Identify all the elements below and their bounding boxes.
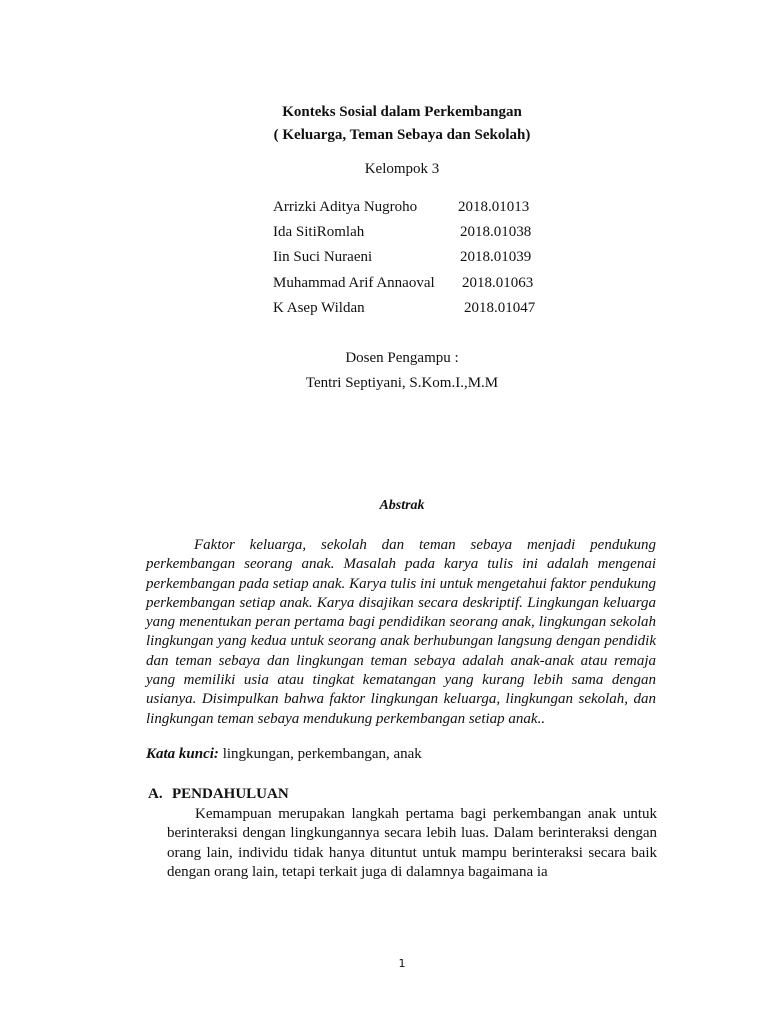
keywords-value: lingkungan, perkembangan, anak [218, 746, 422, 762]
group-name: Kelompok 3 [364, 161, 440, 177]
member-name: Arrizki Aditya Nugroho [273, 199, 418, 215]
member-id: 2018.01047 [464, 300, 536, 316]
section-heading [148, 786, 289, 803]
abstract-text: Faktor keluarga, sekolah dan teman sebaya menjadi pendukung perkembangan seorang anak. Masalah pada karya tulis ini adalah mengenai perkembangan pada setiap anak. Karya tulis ini untuk mengetahui faktor pendukung perkembangan setiap anak. Karya disajikan secara deskriptif. Lingkungan keluarga yang menentukan peran pertama bagi pendidikan seorang anak, lingkungan sekolah lingkungan yang kedua untuk seorang anak berhubungan langsung dengan pendidik dan teman sebaya dan lingkungan teman sebaya adalah anak-anak atau remaja yang memiliki usia atau tingkat kematangan yang kurang lebih sama dengan usianya. Disimpulkan bahwa faktor lingkungan keluarga, lingkungan sekolah, dan lingkungan teman sebaya mendukung perkembangan setiap anak.. [146, 537, 656, 727]
member-row [273, 275, 534, 292]
member-row [273, 224, 532, 241]
section-title: PENDAHULUAN [172, 786, 289, 802]
member-row [273, 300, 536, 317]
keywords-line [146, 746, 422, 763]
keywords-label: Kata kunci: [146, 746, 219, 762]
title-line-2: ( Keluarga, Teman Sebaya dan Sekolah) [273, 127, 531, 143]
member-name: K Asep Wildan [273, 300, 365, 316]
abstract-heading: Abstrak [379, 498, 425, 513]
member-name: Ida SitiRomlah [273, 224, 365, 240]
member-row [273, 249, 532, 266]
section-text: Kemampuan merupakan langkah pertama bagi perkembangan anak untuk berinteraksi dengan lingkungannya secara lebih luas. Dalam berinteraksi dengan orang lain, individu tidak hanya dituntut untuk mampu berinteraksi secara baik dengan orang lain, tetapi terkait juga di dalamnya bagaimana ia [167, 806, 657, 880]
lecturer-label: Dosen Pengampu : [345, 350, 459, 366]
section-paragraph [167, 805, 657, 882]
member-id: 2018.01063 [462, 275, 534, 291]
abstract-body [146, 536, 656, 729]
lecturer-name: Tentri Septiyani, S.Kom.I.,M.M [305, 375, 499, 391]
member-name: Iin Suci Nuraeni [273, 249, 373, 265]
paper-title [0, 101, 768, 147]
member-id: 2018.01013 [458, 199, 530, 215]
member-name: Muhammad Arif Annaoval [273, 275, 435, 291]
page-number: 1 [398, 957, 406, 970]
title-line-1: Konteks Sosial dalam Perkembangan [282, 104, 522, 120]
member-id: 2018.01039 [460, 249, 532, 265]
section-number: A. [148, 786, 163, 802]
member-row [273, 199, 530, 216]
member-id: 2018.01038 [460, 224, 532, 240]
